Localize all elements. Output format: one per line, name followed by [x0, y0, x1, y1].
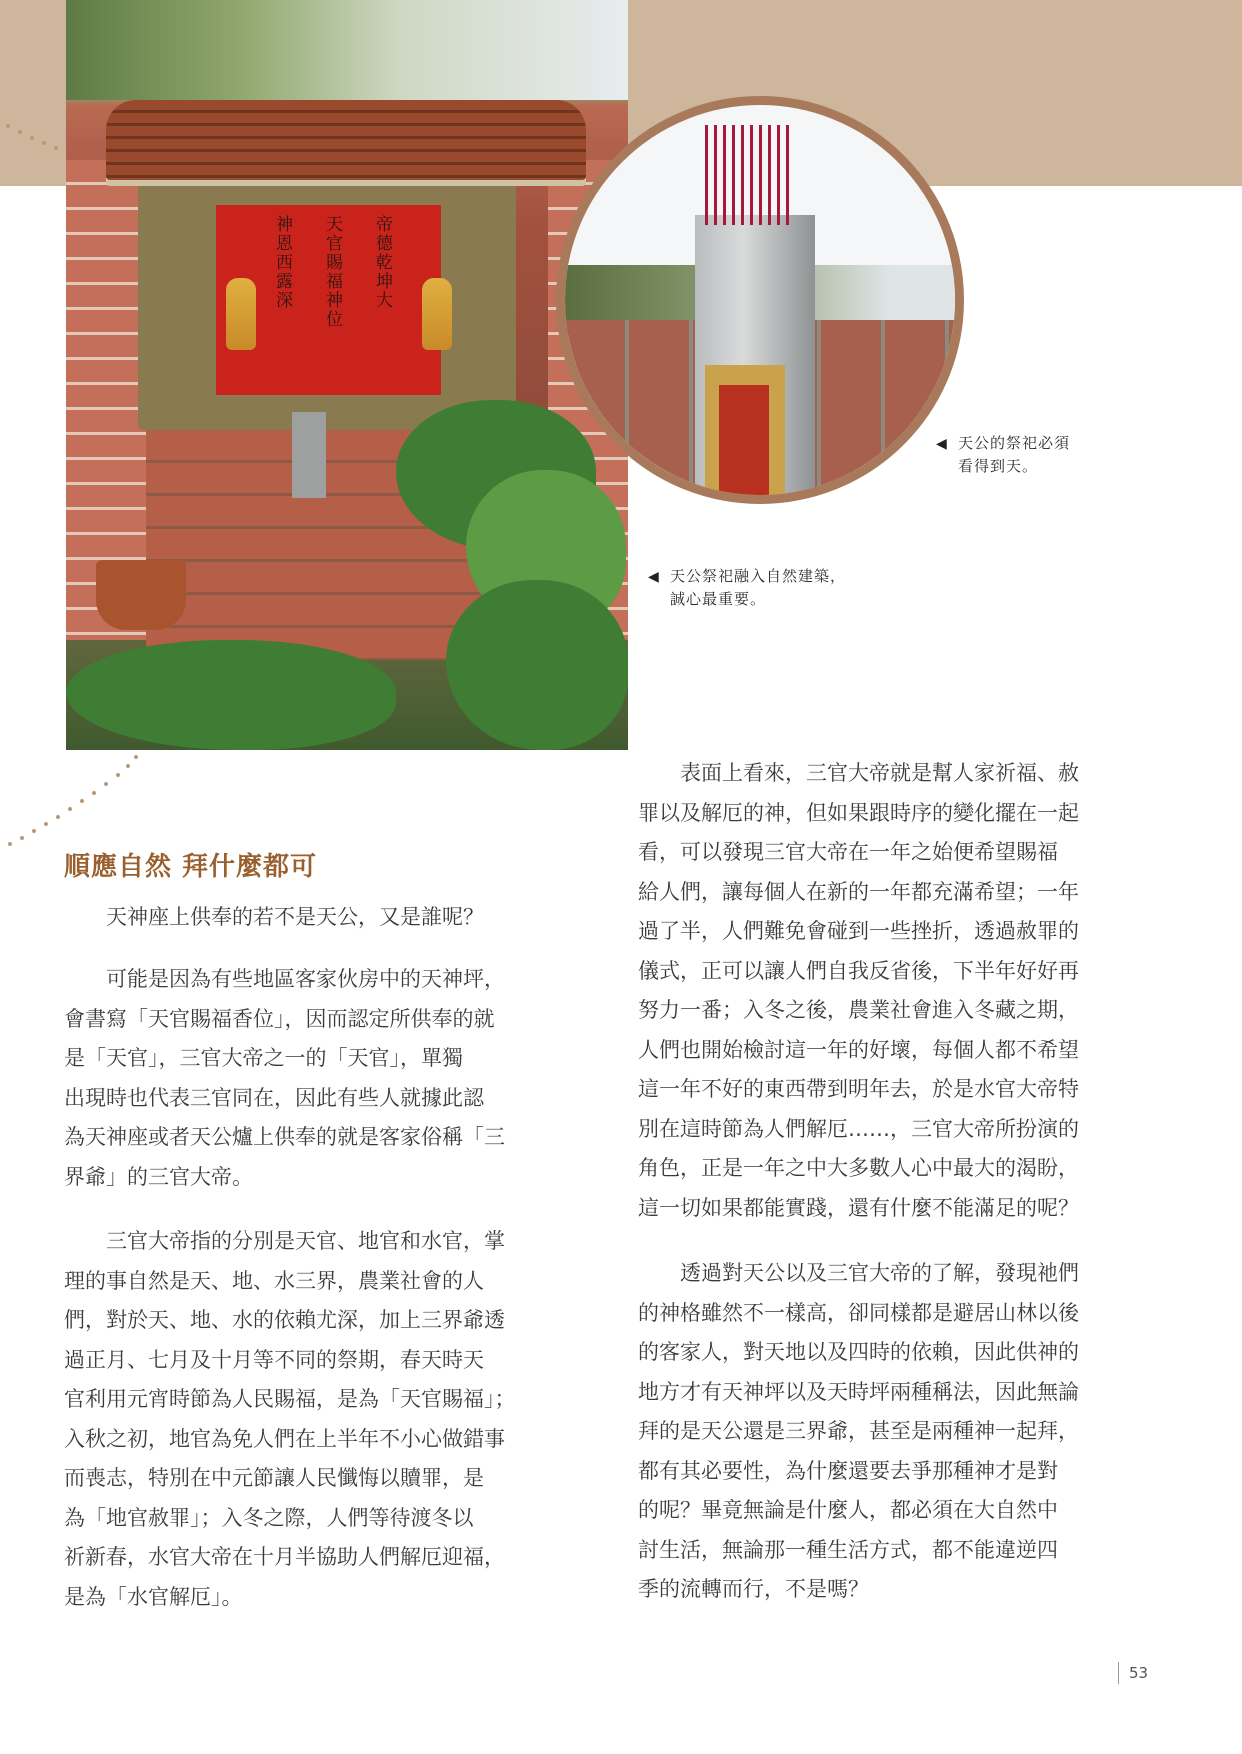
circle-caption: ◀ 天公的祭祀必須 看得到天。 [936, 434, 1071, 475]
paragraph: 表面上看來，三官大帝就是幫人家祈福、赦 罪以及解厄的神，但如果跟時序的變化擺在一起 看，可以發現三官大帝在一年之始便希望賜福 給人們，讓每個人在新的一年都充滿希望；一年 過了半，人們難免會碰到一些挫折，透過赦罪的 儀式，正可以讓人們自我反省後，下半年好好再 努力一番；入冬之後，農業社會進入冬藏之期， 人們也開始檢討這一年的好壞，每個人都不希望 這一年不好的東西帶到明年去，於是水官大帝特 別在這時節為人們解厄……，三官大帝所扮演的 角色，正是一年之中大多數人心中最大的渴盼， 這一切如果都能實踐，還有什麼不能滿足的呢？ [638, 761, 1079, 1220]
caption-arrow-icon: ◀ [936, 436, 948, 452]
ground-plants [66, 640, 396, 750]
joss-paper-red [719, 385, 769, 495]
paragraph: 透過對天公以及三官大帝的了解，發現祂們 的神格雖然不一樣高，卻同樣都是避居山林以後 的客家人，對天地以及四時的依賴，因此供神的 地方才有天神坪以及天時坪兩種稱法，因此無論 拜的是天公還是三界爺，甚至是兩種神一起拜， 都有其必要性，為什麼還要去爭那種神才是對 的呢？畢竟無論是什麼人，都必須在大自然中 討生活，無論那一種生活方式，都不能違逆四 季的流轉而行，不是嗎？ [638, 1261, 1079, 1601]
paragraph: 可能是因為有些地區客家伙房中的天神坪， 會書寫「天官賜福香位」，因而認定所供奉的就 是「天官」，三官大帝之一的「天官」，單獨 出現時也代表三官同在，因此有些人就據此認 為天神座或者天公爐上供奉的就是客家俗稱「三 界爺」的三官大帝。 [64, 967, 505, 1189]
caption-arrow-icon: ◀ [648, 569, 660, 585]
flower-pot [96, 560, 186, 630]
top-color-band-left [0, 0, 66, 186]
incense-sticks [705, 125, 795, 225]
page-number: 53 [1118, 1662, 1148, 1684]
photo-caption: ◀ 天公祭祀融入自然建築， 誠心最重要。 [648, 567, 847, 608]
figurine-right [422, 278, 452, 350]
photo-trees-sky [66, 0, 628, 100]
shrine-inscription-left: 神恩西露深 [272, 215, 292, 310]
incense-holder [292, 412, 326, 498]
paragraph: 三官大帝指的分別是天官、地官和水官，掌 理的事自然是天、地、水三界，農業社會的人 們，對於天、地、水的依賴尤深，加上三界爺透 過正月、七月及十月等不同的祭期，春天時天 官利用元宵時節為人民賜福，是為「天官賜福」； 入秋之初，地官為免人們在上半年不小心做錯事 而喪志，特別在中元節讓人民懺悔以贖罪，是 為「地官赦罪」；入冬之際，人們等待渡冬以 祈新春，水官大帝在十月半協助人們解厄迎福， 是為「水官解厄」。 [64, 1229, 516, 1609]
shrine-photo [66, 0, 628, 750]
plant-leaves [446, 580, 628, 750]
shrine-inscription-right: 帝德乾坤大 [372, 215, 392, 310]
paragraph: 天神座上供奉的若不是天公，又是誰呢？ [106, 905, 484, 929]
section-heading: 順應自然 拜什麼都可 [64, 852, 318, 882]
incense-circle-photo [556, 96, 964, 504]
shrine-roof [106, 100, 586, 180]
shrine-inscription-center: 天官賜福神位 [322, 215, 342, 329]
figurine-left [226, 278, 256, 350]
